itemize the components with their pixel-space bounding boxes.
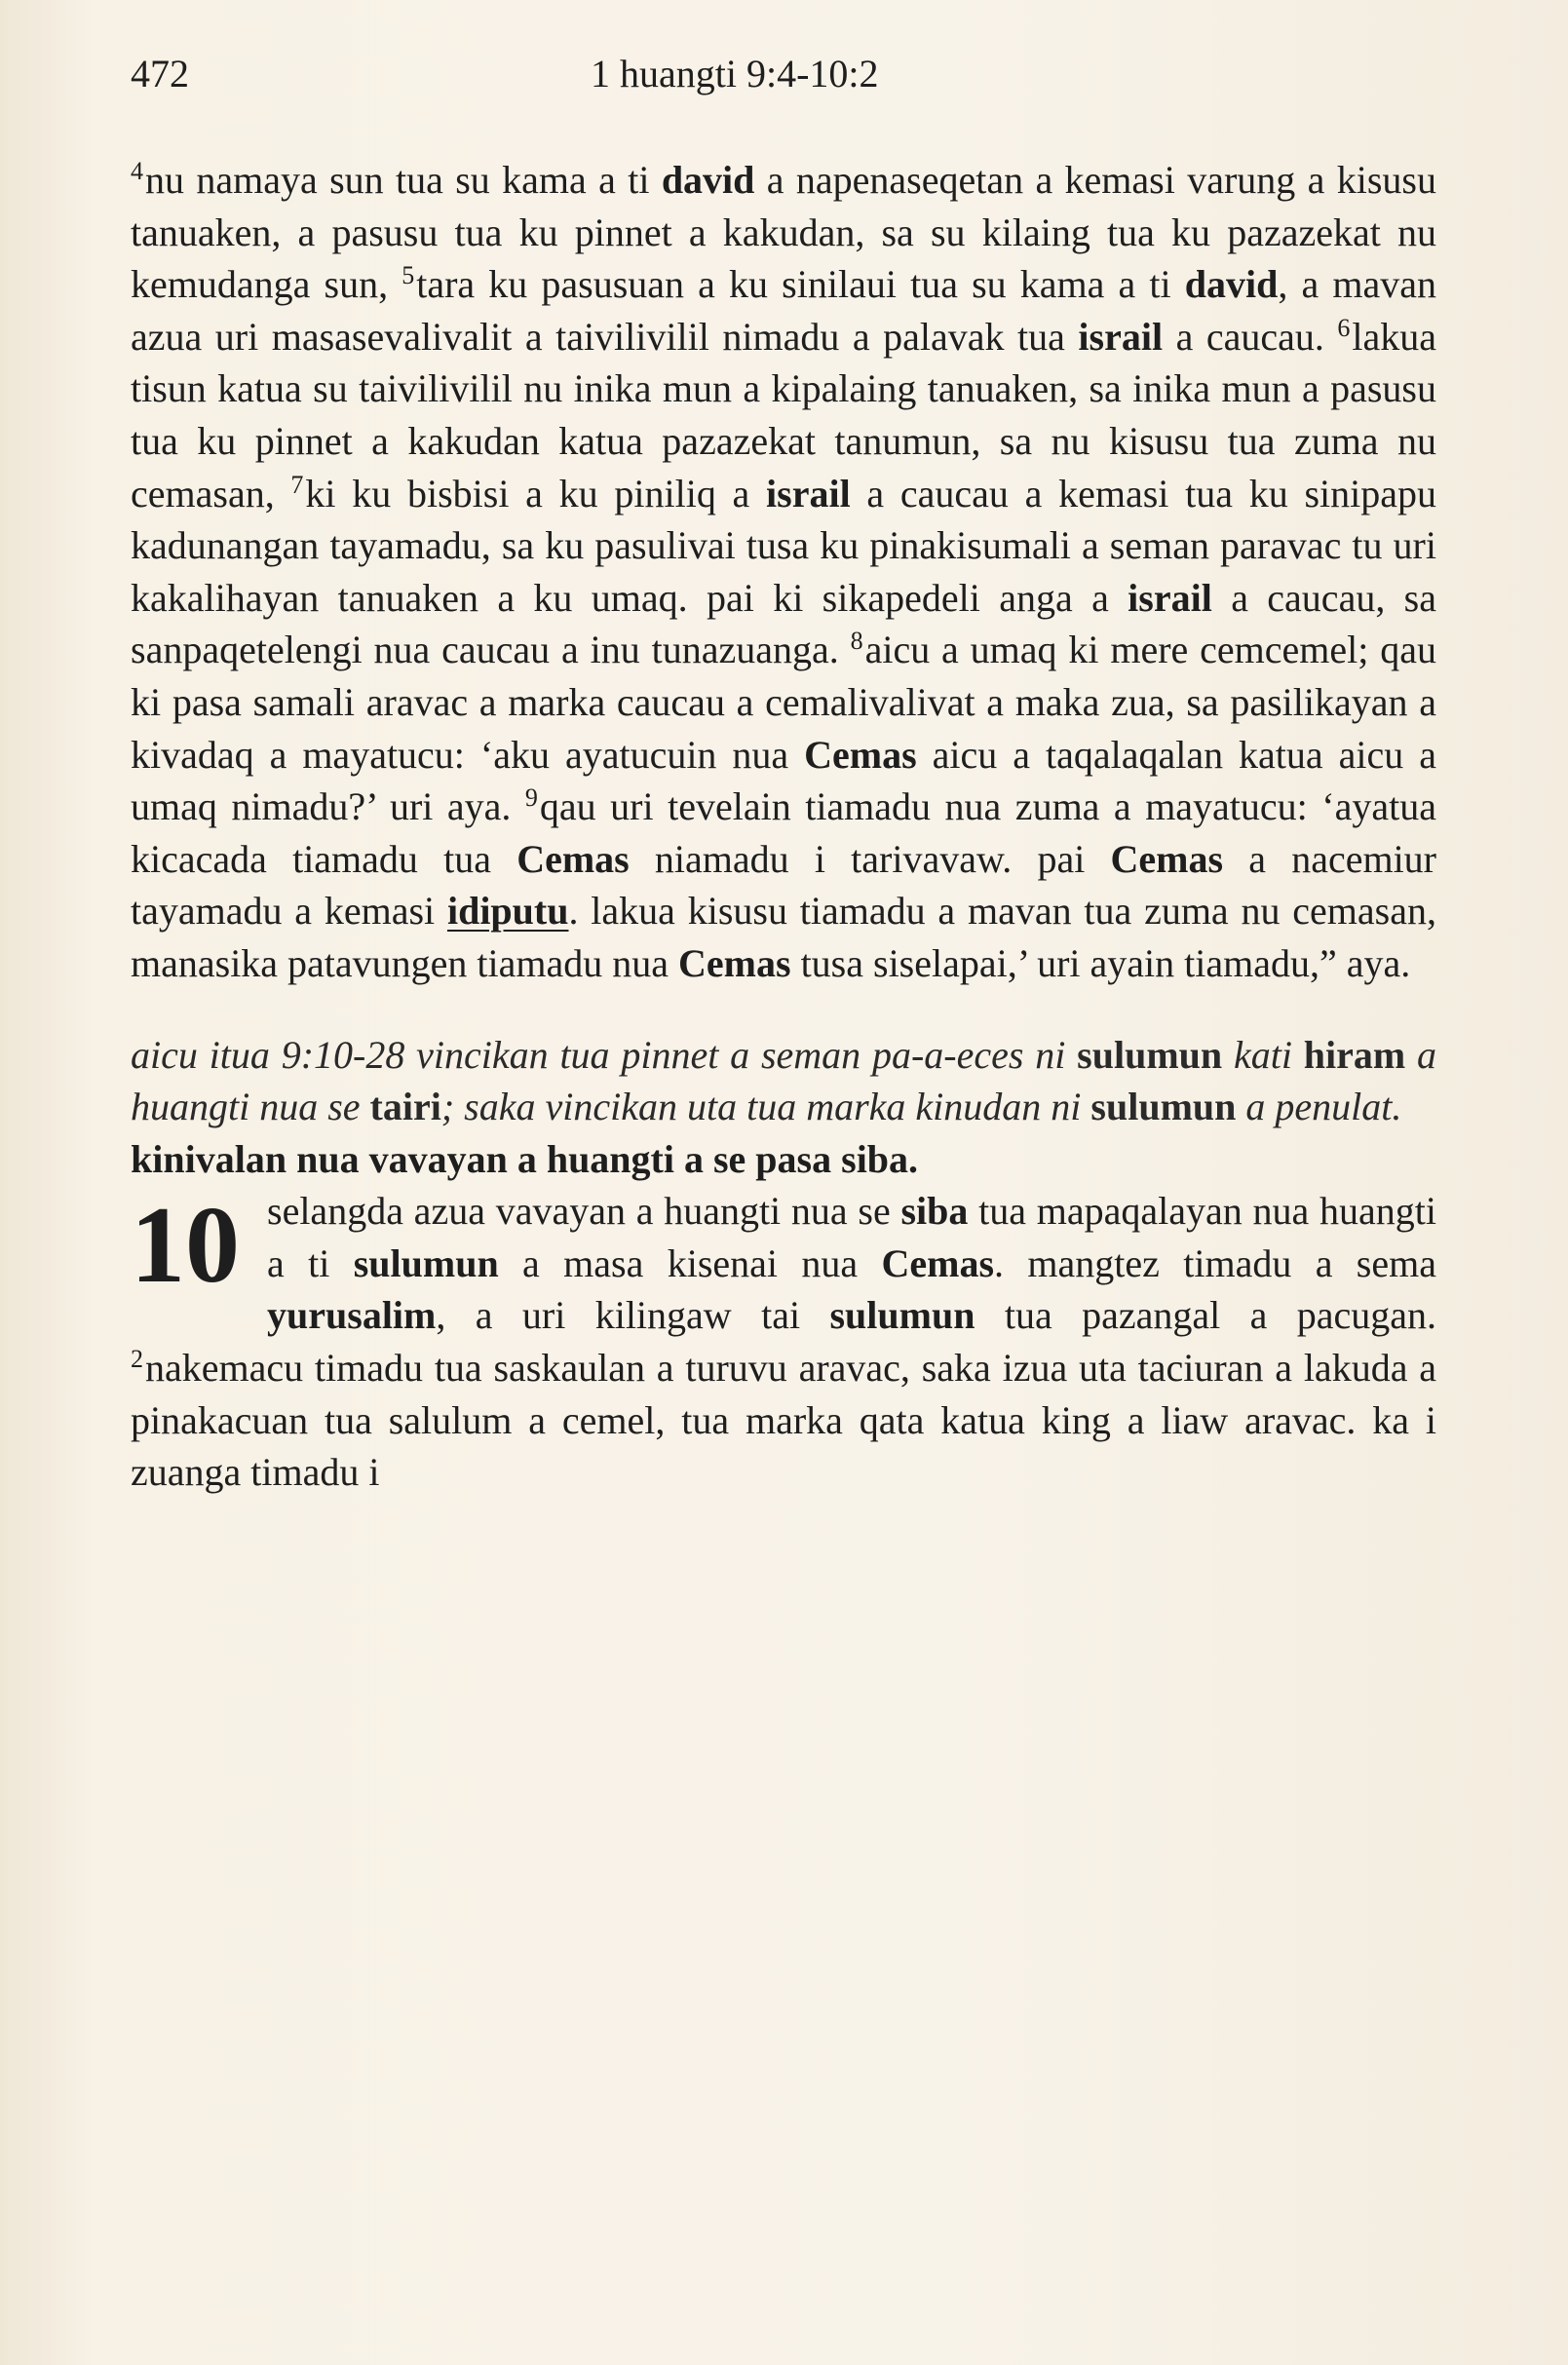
intro-text: a penulat. bbox=[1236, 1085, 1402, 1129]
chapter-number: 10 bbox=[131, 1185, 240, 1307]
name-term: siba bbox=[900, 1189, 969, 1234]
verse-number: 2 bbox=[131, 1345, 143, 1374]
verse-text: . lakua kisusu tiamadu a mavan tua zuma nu cemasan, manasika patavungen tiamadu nua bbox=[131, 889, 1436, 985]
verse-text: a caucau a kemasi tua ku sinipapu kadunangan tayamadu, sa ku pasulivai tusa ku pinakisumali a seman paravac tu uri kakalihayan tanuaken a ku umaq. pai ki sikapedeli anga a bbox=[131, 471, 1436, 620]
verse-text: qau uri tevelain tiamadu nua zuma a mayatucu: ‘ayatua kicacada tiamadu tua bbox=[131, 784, 1436, 881]
name-term: israil bbox=[766, 471, 851, 515]
verse-number: 9 bbox=[524, 783, 538, 813]
name-term: david bbox=[1184, 262, 1279, 307]
verse-text: niamadu i tarivavaw. pai bbox=[629, 836, 1111, 881]
verse-text: aicu a umaq ki mere cemcemel; qau ki pasa samali aravac a marka caucau a cemalivalivat a maka zua, sa pasilikayan a kivadaq a mayatucu: ‘aku ayatucuin nua bbox=[131, 628, 1436, 777]
name-term: sulumun bbox=[1077, 1032, 1223, 1077]
verse-text: a napenaseqetan a kemasi varung a kisusu tanuaken, a pasusu tua ku pinnet a kakudan, sa su kilaing tua ku pazazekat nu kemudanga sun, bbox=[131, 158, 1436, 307]
intro-text: ; saka vincikan uta tua marka kinudan ni bbox=[440, 1085, 1091, 1129]
name-term: Cemas bbox=[516, 836, 630, 881]
running-head: 1 huangti 9:4-10:2 bbox=[591, 52, 879, 95]
scripture-paragraph bbox=[131, 154, 1436, 990]
verse-text: a caucau. bbox=[1163, 314, 1338, 359]
verse-text: , a mavan azua uri masasevalivalit a taivilivilil nimadu a palavak tua bbox=[131, 262, 1436, 359]
intro-text: aicu itua 9:10-28 vincikan tua pinnet a seman pa-a-eces ni bbox=[131, 1032, 1078, 1077]
verse-number: 4 bbox=[131, 157, 143, 185]
verse-text: tusa siselapai,’ uri ayain tiamadu,” aya. bbox=[790, 940, 1411, 985]
verse-number: 6 bbox=[1337, 313, 1351, 342]
name-term: Cemas bbox=[678, 940, 791, 985]
verse-text: , a uri kilingaw tai bbox=[436, 1293, 830, 1338]
page-header bbox=[131, 51, 1436, 105]
page-number: 472 bbox=[131, 52, 189, 95]
verse-text: a caucau, sa sanpaqetelengi nua caucau a inu tunazuanga. bbox=[131, 575, 1436, 672]
intro-text: kati bbox=[1222, 1032, 1304, 1077]
scripture-paragraph bbox=[131, 1185, 1436, 1499]
verse-number: 5 bbox=[402, 261, 415, 290]
verse-text: lakua tisun katua su taivilivilil nu inika mun a kipalaing tanuaken, sa inika mun a pasusu tua ku pinnet a kakudan katua pazazekat tanumun, sa nu kisusu tua zuma nu cemasan, bbox=[131, 314, 1436, 515]
name-term: israil bbox=[1128, 575, 1212, 620]
verse-number: 7 bbox=[290, 470, 304, 499]
name-term: sulumun bbox=[829, 1293, 975, 1338]
page-body bbox=[131, 154, 1436, 1499]
verse-text: nu namaya sun tua su kama a ti bbox=[145, 158, 662, 202]
verse-text: tara ku pasusuan a ku sinilaui tua su kama a ti bbox=[416, 262, 1185, 307]
section-heading: kinivalan nua vavayan a huangti a se pasa siba. bbox=[131, 1136, 919, 1181]
verse-number: 8 bbox=[850, 627, 863, 656]
name-term: yurusalim bbox=[267, 1293, 437, 1338]
verse-text: nakemacu timadu tua saskaulan a turuvu aravac, saka izua uta taciuran a lakuda a pinakacuan tua salulum a cemel, tua marka qata katua king a liaw aravac. ka i zuanga timadu i bbox=[131, 1346, 1436, 1495]
name-term: david bbox=[661, 158, 755, 202]
name-term: idiputu bbox=[446, 889, 569, 934]
verse-text: ki ku bisbisi a ku piniliq a bbox=[305, 471, 767, 515]
verse-text: a masa kisenai nua bbox=[498, 1240, 882, 1285]
intro-text: a huangti nua se bbox=[131, 1032, 1436, 1129]
verse-text: tua pazangal a pacugan. bbox=[975, 1293, 1436, 1338]
name-term: sulumun bbox=[353, 1240, 499, 1285]
verse-text: a nacemiur tayamadu a kemasi bbox=[131, 836, 1436, 934]
name-term: Cemas bbox=[1110, 836, 1224, 881]
name-term: Cemas bbox=[804, 732, 917, 777]
name-term: Cemas bbox=[881, 1240, 995, 1285]
section-intro-note bbox=[131, 1029, 1436, 1133]
verse-text: aicu a taqalaqalan katua aicu a umaq nimadu?’ uri aya. bbox=[131, 732, 1436, 829]
name-term: israil bbox=[1078, 314, 1164, 359]
name-term: tairi bbox=[369, 1085, 441, 1129]
verse-text: selangda azua vavayan a huangti nua se bbox=[267, 1189, 901, 1234]
verse-text: . mangtez timadu a sema bbox=[994, 1240, 1436, 1285]
verse-text: tua mapaqalayan nua huangti a ti bbox=[267, 1189, 1436, 1285]
name-term: hiram bbox=[1303, 1032, 1406, 1077]
chapter-block bbox=[131, 1185, 1436, 1499]
name-term: sulumun bbox=[1090, 1085, 1237, 1129]
